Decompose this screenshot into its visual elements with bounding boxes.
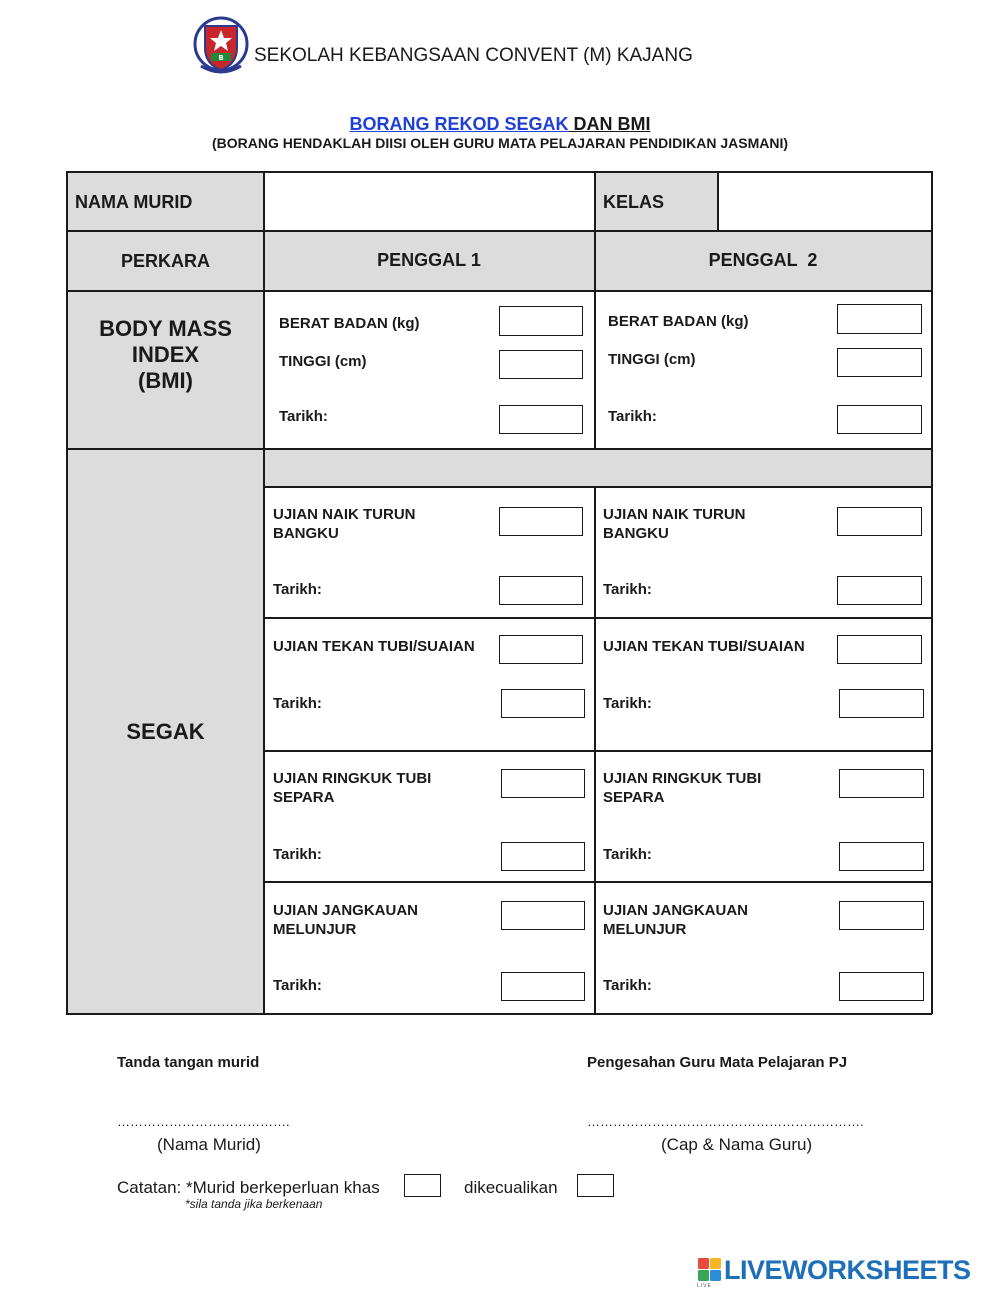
row-line-5 [263, 617, 932, 619]
perkara-header: PERKARA [120, 251, 210, 271]
row-line-1 [66, 230, 932, 232]
school-crest-icon [193, 12, 249, 78]
tarikh-input-tekan-p1[interactable] [501, 689, 585, 718]
tarikh-label-jangkauan-p2: Tarikh: [603, 977, 652, 994]
ringkuk-l1-p2: UJIAN RINGKUK TUBI [603, 770, 762, 787]
tinggi-label-p2: TINGGI (cm) [608, 351, 696, 368]
naik-turun-label-p2 [603, 505, 746, 543]
pengesahan-label: Pengesahan Guru Mata Pelajaran PJ [587, 1054, 848, 1071]
tarikh-label-jangkauan-p1: Tarikh: [273, 977, 322, 994]
tarikh-input-naik-p1[interactable] [499, 576, 583, 605]
berat-input-p2[interactable] [837, 304, 922, 334]
title-rest: DAN BMI [568, 114, 651, 134]
tarikh-input-naik-p2[interactable] [837, 576, 922, 605]
form-subtitle: (BORANG HENDAKLAH DIISI OLEH GURU MATA PELAJARAN PENDIDIKAN JASMANI) [211, 135, 789, 151]
school-name: SEKOLAH KEBANGSAAN CONVENT (M) KAJANG [254, 45, 693, 66]
jangkauan-l1-p2: UJIAN JANGKAUAN [603, 902, 749, 919]
tinggi-input-p1[interactable] [499, 350, 583, 379]
table-border-top [66, 171, 932, 173]
nama-murid-label: NAMA MURID [75, 192, 193, 212]
row-line-4 [263, 486, 932, 488]
ringkuk-l1: UJIAN RINGKUK TUBI [273, 770, 432, 787]
tarikh-label-naik-p2: Tarikh: [603, 581, 652, 598]
tarikh-input-bmi-p1[interactable] [499, 405, 583, 434]
ringkuk-l2-p2: SEPARA [603, 789, 665, 806]
tarikh-input-jangkauan-p1[interactable] [501, 972, 585, 1001]
ringkuk-l2: SEPARA [273, 789, 335, 806]
signature-line-guru: ………………………………………………………. [587, 1114, 864, 1129]
bmi-line-2: INDEX [131, 342, 200, 367]
tarikh-label-bmi-p1: Tarikh: [279, 408, 328, 425]
title-link[interactable]: BORANG REKOD SEGAK [349, 114, 569, 134]
naik-turun-l2: BANGKU [273, 525, 339, 542]
jangkauan-l2-p2: MELUNJUR [603, 921, 687, 938]
row-line-3 [66, 448, 932, 450]
ringkuk-input-p2[interactable] [839, 769, 924, 798]
tarikh-label-ringkuk-p1: Tarikh: [273, 846, 322, 863]
penggal-2-header: PENGGAL 2 [708, 250, 818, 270]
ringkuk-label-p2 [603, 769, 761, 807]
jangkauan-input-p2[interactable] [839, 901, 924, 930]
ringkuk-label-p1 [273, 769, 431, 807]
cap-nama-guru-caption: (Cap & Nama Guru) [661, 1135, 813, 1154]
naik-turun-input-p1[interactable] [499, 507, 583, 536]
naik-turun-l2-p2: BANGKU [603, 525, 669, 542]
tekan-tubi-label-p1: UJIAN TEKAN TUBI/SUAIAN [273, 638, 475, 655]
table-border-right [931, 171, 933, 1014]
segak-header-shade [264, 449, 931, 486]
naik-turun-l1: UJIAN NAIK TURUN [273, 506, 416, 523]
berat-input-p1[interactable] [499, 306, 583, 336]
bmi-line-3: (BMI) [138, 368, 193, 393]
bmi-line-1: BODY MASS [99, 316, 232, 341]
tekan-tubi-label-p2: UJIAN TEKAN TUBI/SUAIAN [603, 638, 805, 655]
kelas-label: KELAS [603, 192, 665, 212]
naik-turun-l1-p2: UJIAN NAIK TURUN [603, 506, 746, 523]
dikecualikan-text: dikecualikan [464, 1178, 558, 1197]
liveworksheets-brand[interactable]: LIVEWORKSHEETS [724, 1255, 971, 1285]
tarikh-label-tekan-p2: Tarikh: [603, 695, 652, 712]
keperluan-khas-checkbox[interactable] [404, 1174, 441, 1197]
nama-murid-field[interactable] [266, 174, 592, 228]
naik-turun-input-p2[interactable] [837, 507, 922, 536]
tarikh-input-jangkauan-p2[interactable] [839, 972, 924, 1001]
tanda-tangan-label: Tanda tangan murid [117, 1054, 260, 1071]
tarikh-input-ringkuk-p1[interactable] [501, 842, 585, 871]
penggal-1-header: PENGGAL 1 [377, 250, 481, 270]
svg-text:B: B [218, 54, 224, 62]
tinggi-label-p1: TINGGI (cm) [279, 353, 367, 370]
berat-label-p2: BERAT BADAN (kg) [608, 313, 749, 330]
jangkauan-l2: MELUNJUR [273, 921, 357, 938]
row-line-2 [66, 290, 932, 292]
kelas-divider [717, 171, 719, 231]
berat-label-p1: BERAT BADAN (kg) [279, 315, 420, 332]
row-line-6 [263, 750, 932, 752]
dikecualikan-checkbox[interactable] [577, 1174, 614, 1197]
bmi-label [67, 316, 264, 394]
jangkauan-label-p2 [603, 901, 748, 939]
tekan-tubi-input-p1[interactable] [499, 635, 583, 664]
tarikh-label-tekan-p1: Tarikh: [273, 695, 322, 712]
tarikh-input-bmi-p2[interactable] [837, 405, 922, 434]
segak-label: SEGAK [126, 719, 205, 744]
badge-letters: LIVE [697, 1283, 712, 1289]
tekan-tubi-input-p2[interactable] [837, 635, 922, 664]
naik-turun-label-p1 [273, 505, 416, 543]
tarikh-input-ringkuk-p2[interactable] [839, 842, 924, 871]
nama-murid-caption: (Nama Murid) [157, 1135, 261, 1154]
table-border-left [66, 171, 68, 1014]
tarikh-label-bmi-p2: Tarikh: [608, 408, 657, 425]
tarikh-input-tekan-p2[interactable] [839, 689, 924, 718]
col-divider-2 [594, 171, 596, 450]
signature-line-murid: …………………………………. [117, 1114, 290, 1129]
col-divider-1 [263, 171, 265, 1014]
tarikh-label-ringkuk-p2: Tarikh: [603, 846, 652, 863]
ringkuk-input-p1[interactable] [501, 769, 585, 798]
form-title [0, 113, 1000, 135]
liveworksheets-logo-icon [698, 1258, 722, 1282]
row-line-7 [263, 881, 932, 883]
sila-tanda-note: *sila tanda jika berkenaan [185, 1197, 323, 1211]
catatan-text: Catatan: *Murid berkeperluan khas [117, 1178, 380, 1197]
tinggi-input-p2[interactable] [837, 348, 922, 377]
jangkauan-label-p1 [273, 901, 418, 939]
jangkauan-l1: UJIAN JANGKAUAN [273, 902, 419, 919]
tarikh-label-naik-p1: Tarikh: [273, 581, 322, 598]
kelas-field[interactable] [720, 174, 929, 228]
jangkauan-input-p1[interactable] [501, 901, 585, 930]
table-border-bottom [66, 1013, 932, 1015]
